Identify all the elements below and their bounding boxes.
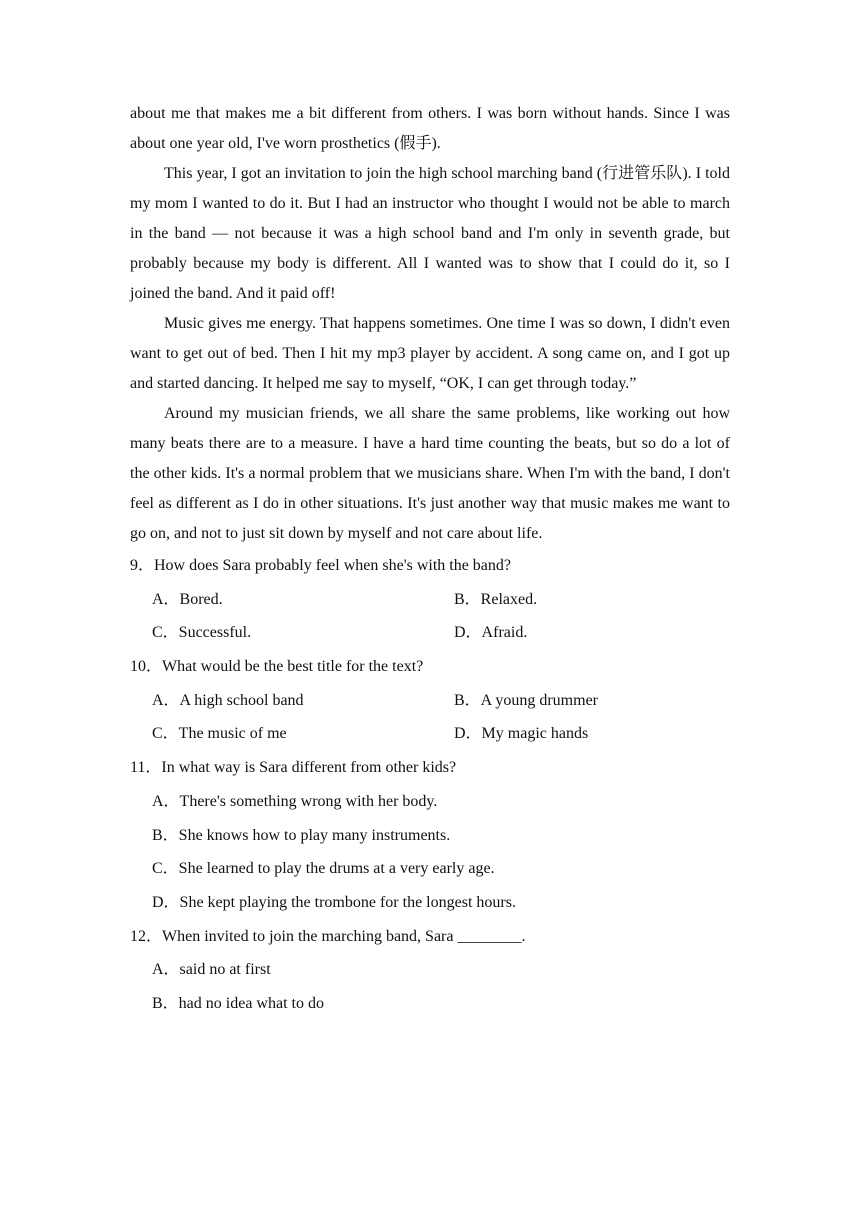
option-d: D．My magic hands bbox=[454, 725, 589, 743]
question-stem: 9．How does Sara probably feel when she's with the band? bbox=[130, 557, 512, 574]
option-a: A．A high school band bbox=[152, 691, 304, 709]
question-12 bbox=[130, 920, 730, 1021]
option-c: C．She learned to play the drums at a very early age. bbox=[152, 860, 495, 878]
passage-paragraph-2: This year, I got an invitation to join the high school marching band (行进管乐队). I told my mom I wanted to do it. But I had an instructor who thought I would not be able to march in the band — not because it was a high school band and I'm only in seventh grade, but probably because my body is different. All I wanted was to show that I could do it, so I joined the band. And it paid off! bbox=[130, 165, 730, 302]
question-stem: 12．When invited to join the marching band, Sara ________. bbox=[130, 927, 526, 945]
option-b: B．had no idea what to do bbox=[152, 994, 324, 1012]
passage-paragraph-3: Music gives me energy. That happens sometimes. One time I was so down, I didn't even want to get out of bed. Then I hit my mp3 player by accident. A song came on, and I got up and started dancing. It helped me say to myself, “OK, I can get through today.” bbox=[130, 315, 730, 392]
question-11 bbox=[130, 751, 730, 919]
option-d: D．She kept playing the trombone for the longest hours. bbox=[152, 893, 516, 911]
option-a: A．There's something wrong with her body. bbox=[152, 792, 438, 810]
option-d: D．Afraid. bbox=[454, 624, 528, 642]
question-10 bbox=[130, 650, 730, 751]
option-c: C．The music of me bbox=[152, 725, 287, 743]
option-b: B．A young drummer bbox=[454, 691, 598, 709]
question-stem: 11．In what way is Sara different from other kids? bbox=[130, 759, 457, 777]
passage-paragraph-1: about me that makes me a bit different from others. I was born without hands. Since I was about one year old, I've worn prosthetics (假手). bbox=[130, 105, 730, 152]
passage-paragraph-4: Around my musician friends, we all share the same problems, like working out how many beats there are to a measure. I have a hard time counting the beats, but so do a lot of the other kids. It's a normal problem that we musicians share. When I'm with the band, I don't feel as different as I do in other situations. It's just another way that music makes me want to go on, and not to just sit down by myself and not care about life. bbox=[130, 405, 730, 542]
document-body bbox=[130, 99, 730, 1021]
option-b: B．She knows how to play many instruments. bbox=[152, 826, 451, 844]
option-c: C．Successful. bbox=[152, 624, 252, 642]
option-b: B．Relaxed. bbox=[454, 590, 538, 608]
question-stem: 10．What would be the best title for the text? bbox=[130, 658, 424, 676]
option-row bbox=[130, 616, 730, 650]
option-a: A．Bored. bbox=[152, 590, 223, 608]
option-row bbox=[130, 717, 730, 751]
option-row bbox=[130, 583, 730, 617]
option-a: A．said no at first bbox=[152, 961, 271, 979]
option-row bbox=[130, 684, 730, 718]
question-9 bbox=[130, 549, 730, 650]
